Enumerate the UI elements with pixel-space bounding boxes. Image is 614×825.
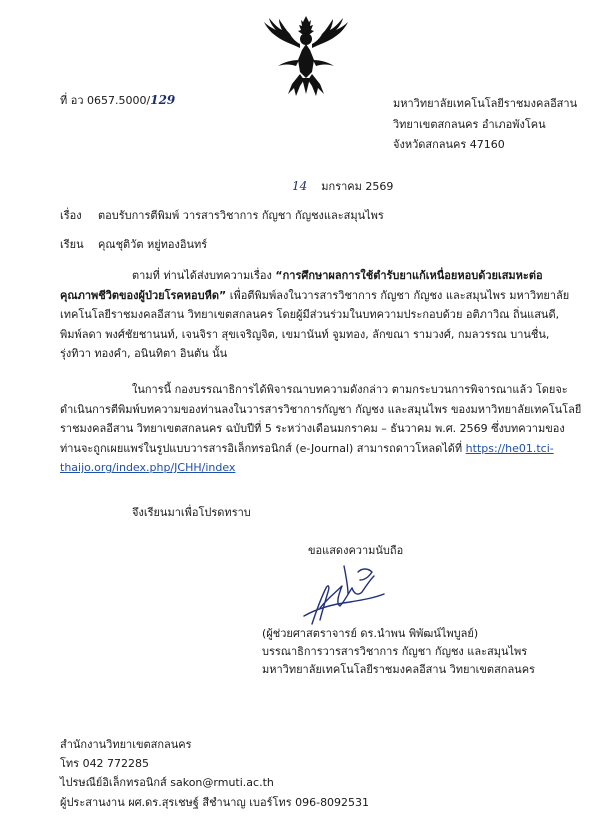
org-line1: มหาวิทยาลัยเทคโนโลยีราชมงคลอีสาน bbox=[393, 97, 578, 110]
signer-name: (ผู้ช่วยศาสตราจารย์ ดร.นำพน พิพัฒน์ไพบูลย์) bbox=[262, 627, 479, 640]
footer-coordinator: ผู้ประสานงาน ผศ.ดร.สุรเชษฐ์ สีชำนาญ เบอร์โทร 096-8092531 bbox=[60, 796, 370, 809]
footer-phone: โทร 042 772285 bbox=[60, 757, 150, 770]
reference-handwritten-number: 129 bbox=[150, 93, 176, 107]
footer-office: สำนักงานวิทยาเขตสกลนคร bbox=[60, 738, 192, 751]
to-label: เรียน bbox=[60, 238, 84, 251]
signer-title-2: มหาวิทยาลัยเทคโนโลยีราชมงคลอีสาน วิทยาเขตสกลนคร bbox=[262, 663, 535, 676]
body-paragraph-1: ตามที่ ท่านได้ส่งบทความเรื่อง “การศึกษาผลการใช้ตำรับยาแก้เหนื่อยหอบด้วยเสมหะต่อ คุณภาพชีวิตของผู้ป่วยโรคหอบหืด” เพื่อตีพิมพ์ลงในวารสารวิชาการ กัญชา กัญชง และสมุนไพร มหาวิทยาลัย เทคโนโลยีราชมงคลอีสาน วิทยาเขตสกลนคร โดยผู้มีส่วนร่วมในบทความประกอบด้วย อติภาวิณ ถิ่นแสนดี, พิมพ์ลดา พงศ์ชัยชานนท์, เจนจิรา สุขเจริญจิต, เขมานันท์ จูมทอง, ลักขณา รามวงศ์, กมลวรรณ บานชื่น, รุ่งทิวา ทองคำ, อนินทิตา อินตัน นั้น bbox=[60, 269, 570, 360]
subject-text: ตอบรับการตีพิมพ์ วารสารวิชาการ กัญชา กัญชงและสมุนไพร bbox=[98, 209, 384, 222]
to-text: คุณชุติวัต หยู่ทองอินทร์ bbox=[98, 238, 208, 251]
signer-title-1: บรรณาธิการวารสารวิชาการ กัญชา กัญชง และสมุนไพร bbox=[262, 645, 528, 658]
org-line2: วิทยาเขตสกลนคร อำเภอพังโคน bbox=[393, 118, 546, 131]
date-month-year: มกราคม 2569 bbox=[321, 180, 394, 193]
letter-date bbox=[292, 178, 393, 195]
regards-text: ขอแสดงความนับถือ bbox=[308, 544, 404, 557]
article-title-part1: “การศึกษาผลการใช้ตำรับยาแก้เหนื่อยหอบด้วยเสมหะต่อ bbox=[275, 269, 543, 282]
garuda-emblem-icon bbox=[262, 14, 350, 98]
footer-email: ไปรษณีย์อิเล็กทรอนิกส์ sakon@rmuti.ac.th bbox=[60, 776, 274, 789]
journal-link-part2[interactable]: thaijo.org/index.php/JCHH/index bbox=[60, 461, 236, 474]
body-paragraph-2: ในการนี้ กองบรรณาธิการได้พิจารณาบทความดังกล่าว ตามกระบวนการพิจารณาแล้ว โดยจะ ดำเนินการตีพิมพ์บทความของท่านลงในวารสารวิชาการกัญชา กัญชง และสมุนไพร ของมหาวิทยาลัยเทคโนโลยี ราชมงคลอีสาน วิทยาเขตสกลนคร ฉบับปีที่ 5 ระหว่างเดือนมกราคม – ธันวาคม พ.ศ. 2569 ซึ่งบทความของ ท่านจะถูกเผยแพร่ในรูปแบบวารสารอิเล็กทรอนิกส์ (e-Journal) สามารถดาวโหลดได้ที่ https://he01.tci- thaijo.org/index.php/JCHH/index bbox=[60, 383, 582, 474]
org-line3: จังหวัดสกลนคร 47160 bbox=[393, 138, 505, 151]
article-title-part2: คุณภาพชีวิตของผู้ป่วยโรคหอบหืด” bbox=[60, 288, 227, 302]
closing-text: จึงเรียนมาเพื่อโปรดทราบ bbox=[132, 506, 251, 519]
handwritten-signature bbox=[298, 558, 390, 628]
subject-label: เรื่อง bbox=[60, 209, 82, 222]
journal-link-part1[interactable]: https://he01.tci- bbox=[465, 441, 554, 455]
reference-number: ที่ อว 0657.5000/129 bbox=[60, 93, 176, 107]
date-day-handwritten: 14 bbox=[292, 179, 308, 193]
